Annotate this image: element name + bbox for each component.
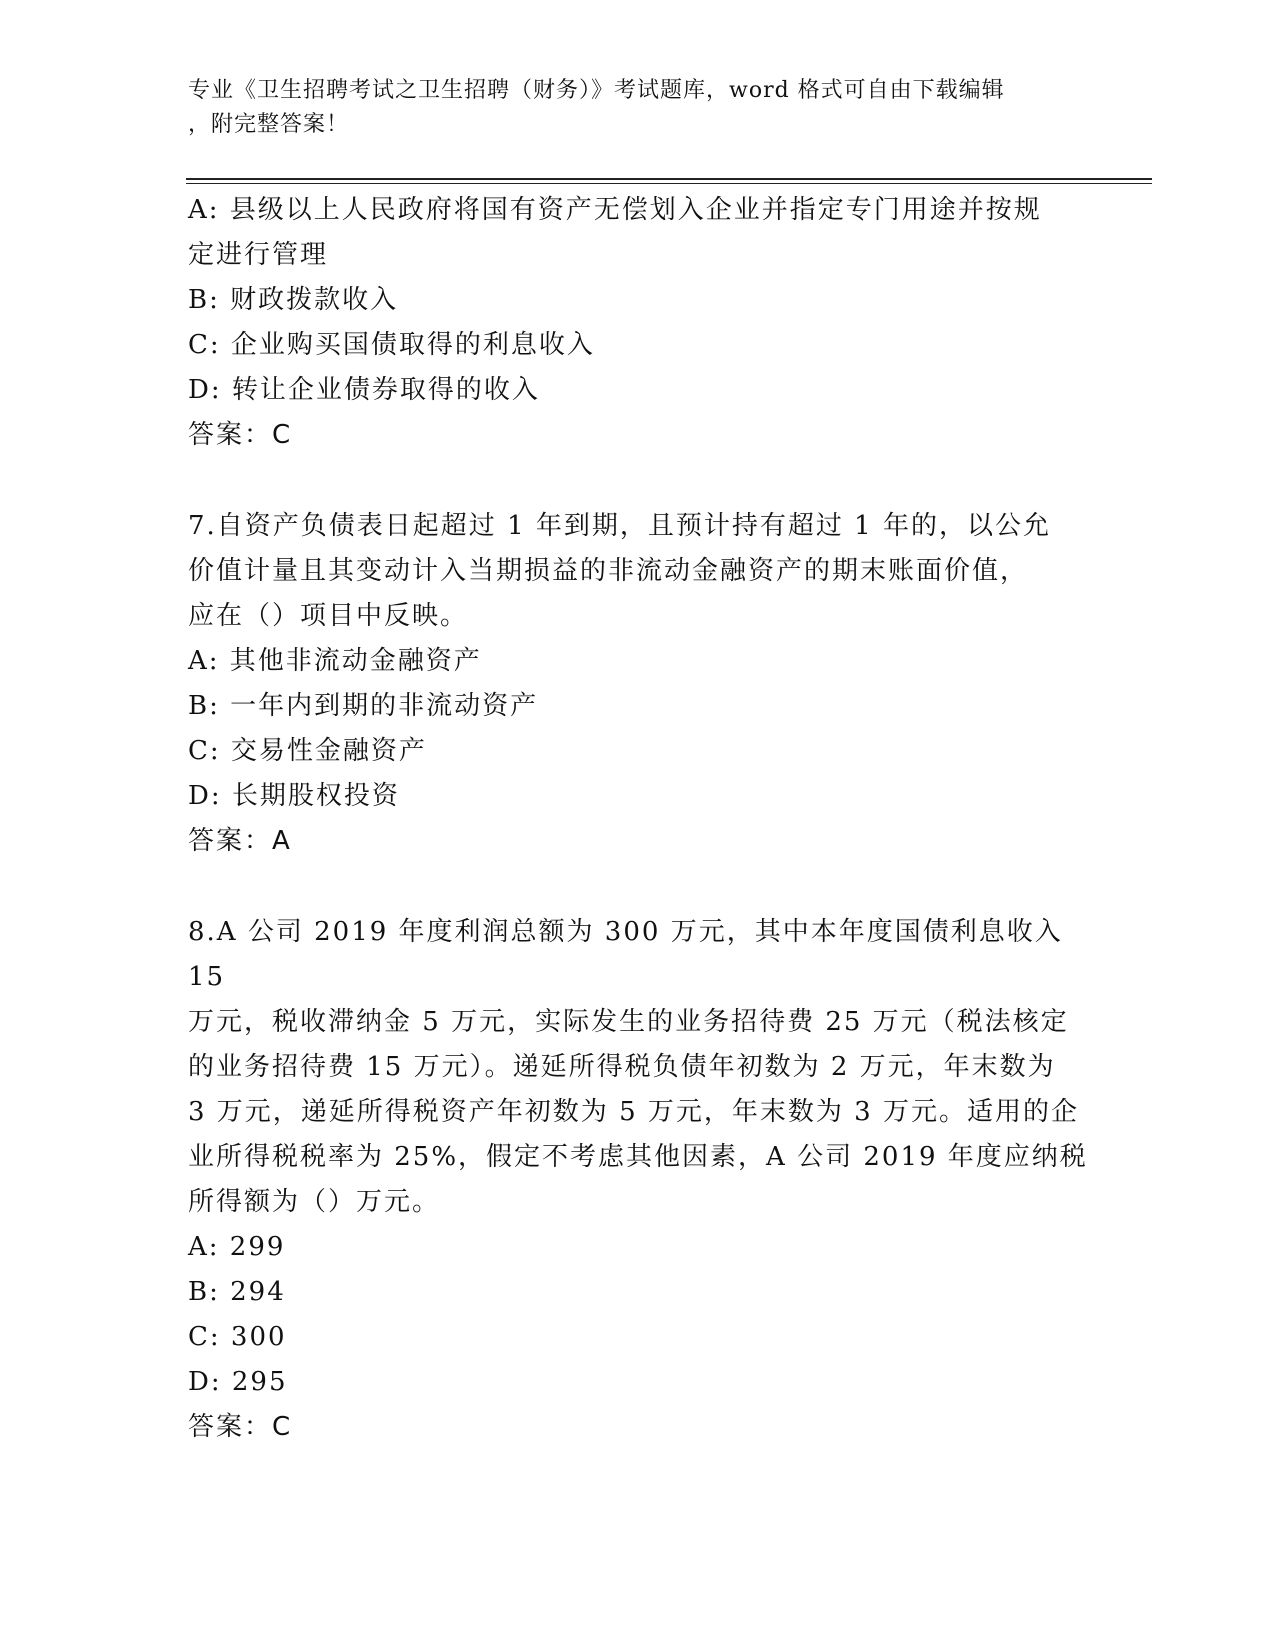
- q8-option-b: B: 294: [188, 1277, 286, 1307]
- q8-option-d: D: 295: [188, 1367, 288, 1397]
- q7-option-d: D: 长期股权投资: [188, 781, 400, 811]
- q6-option-a-line-2: 定进行管理: [188, 240, 329, 270]
- q6-option-c: C: 企业购买国债取得的利息收入: [188, 330, 595, 360]
- question-6: [188, 188, 1088, 458]
- q7-option-c: C: 交易性金融资产: [188, 736, 427, 766]
- q8-stem-line-1: 8.A 公司 2019 年度利润总额为 300 万元，其中本年度国债利息收入 15: [188, 917, 1063, 992]
- header-divider-thin: [186, 183, 1152, 184]
- q6-option-a-line-1: A: 县级以上人民政府将国有资产无偿划入企业并指定专门用途并按规: [188, 195, 1042, 225]
- q6-option-b: B: 财政拨款收入: [188, 285, 399, 315]
- q6-answer: 答案：C: [188, 420, 293, 450]
- header-line-1: 专业《卫生招聘考试之卫生招聘（财务）》考试题库，word 格式可自由下载编辑: [188, 78, 1005, 103]
- q7-option-a: A: 其他非流动金融资产: [188, 646, 482, 676]
- q7-stem-line-3: 应在（）项目中反映。: [188, 601, 469, 631]
- header-line-2: ，附完整答案！: [188, 112, 350, 137]
- q8-stem-line-6: 所得额为（）万元。: [188, 1187, 441, 1217]
- q7-stem-line-1: 7.自资产负债表日起超过 1 年到期，且预计持有超过 1 年的，以公允: [188, 511, 1051, 541]
- q8-option-c: C: 300: [188, 1322, 287, 1352]
- q7-answer: 答案：A: [188, 826, 292, 856]
- q8-answer: 答案：C: [188, 1412, 293, 1442]
- q8-stem-line-4: 3 万元，递延所得税资产年初数为 5 万元，年末数为 3 万元。适用的企: [188, 1097, 1079, 1127]
- q8-stem-line-5: 业所得税税率为 25%，假定不考虑其他因素，A 公司 2019 年度应纳税: [188, 1142, 1088, 1172]
- header-divider-thick: [186, 178, 1152, 180]
- question-7: [188, 504, 1088, 864]
- q8-option-a: A: 299: [188, 1232, 286, 1262]
- question-8: [188, 910, 1088, 1450]
- q6-option-d: D: 转让企业债券取得的收入: [188, 375, 540, 405]
- spacer: [188, 864, 1088, 910]
- document-header: [188, 74, 1068, 142]
- q8-stem-line-2: 万元，税收滞纳金 5 万元，实际发生的业务招待费 25 万元（税法核定: [188, 1007, 1069, 1037]
- document-body: [188, 188, 1088, 1450]
- q7-stem-line-2: 价值计量且其变动计入当期损益的非流动金融资产的期末账面价值，: [188, 556, 1029, 586]
- q7-option-b: B: 一年内到期的非流动资产: [188, 691, 539, 721]
- q8-stem-line-3: 的业务招待费 15 万元）。递延所得税负债年初数为 2 万元，年末数为: [188, 1052, 1056, 1082]
- spacer: [188, 458, 1088, 504]
